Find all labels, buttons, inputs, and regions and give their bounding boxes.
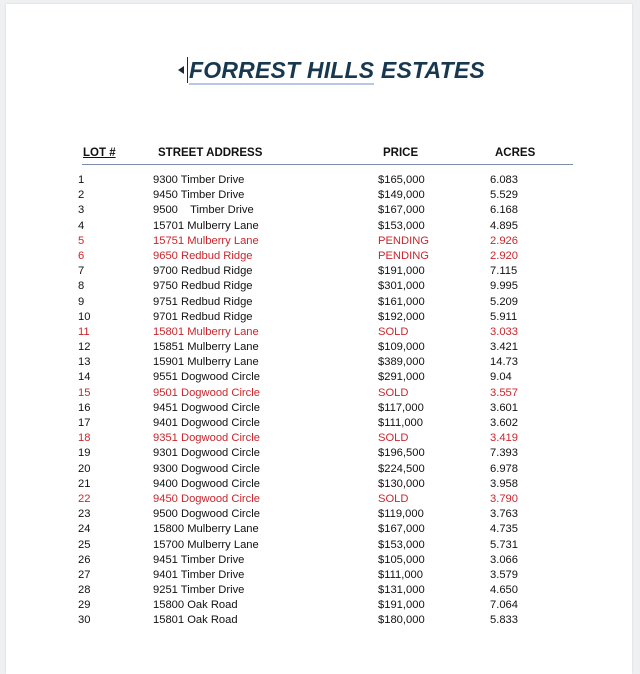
table-row [6,569,632,584]
cell-price: SOLD [378,432,409,445]
cell-lot: 19 [78,447,91,460]
cell-price: $167,000 [378,204,425,217]
cell-lot: 3 [78,204,85,217]
table-row [6,174,632,189]
cell-acres: 5.529 [490,189,518,202]
cell-price: $192,000 [378,310,425,323]
cell-lot: 10 [78,310,91,323]
header-price: PRICE [383,147,419,159]
cell-lot: 20 [78,462,91,475]
cell-address: 9650 Redbud Ridge [153,249,253,262]
cell-address: 9750 Redbud Ridge [153,280,253,293]
cell-lot: 14 [78,371,91,384]
cell-acres: 14.73 [490,356,518,369]
table-row [6,341,632,356]
cell-acres: 3.790 [490,492,518,505]
cell-lot: 13 [78,356,91,369]
cell-address: 9400 Dogwood Circle [153,477,260,490]
table-row [6,296,632,311]
table-row [6,447,632,462]
cell-acres: 3.763 [490,508,518,521]
cell-address: 9700 Redbud Ridge [153,265,253,278]
text-cursor-arrow-icon [178,66,184,74]
cell-acres: 7.064 [490,599,518,612]
cell-address: 15700 Mulberry Lane [153,538,259,551]
cell-address: 9551 Dogwood Circle [153,371,260,384]
title-suffix: ESTATES [374,56,485,83]
table-row [6,417,632,432]
lot-table-body [6,174,632,630]
cell-lot: 16 [78,401,91,414]
cell-acres: 3.419 [490,432,518,445]
cell-acres: 2.920 [490,249,518,262]
cell-lot: 29 [78,599,91,612]
cell-lot: 18 [78,432,91,445]
cell-lot: 23 [78,508,91,521]
cell-lot: 15 [78,386,91,399]
cell-address: 15800 Mulberry Lane [153,523,259,536]
cell-acres: 3.066 [490,553,518,566]
cell-acres: 3.033 [490,325,518,338]
cell-lot: 5 [78,234,85,247]
table-row [6,402,632,417]
cell-price: $117,000 [378,401,424,414]
cell-address: 9401 Timber Drive [153,568,245,581]
table-row [6,599,632,614]
cell-address: 9451 Timber Drive [153,553,245,566]
cell-price: $167,000 [378,523,425,536]
cell-lot: 25 [78,538,91,551]
cell-price: SOLD [378,325,409,338]
table-row [6,265,632,280]
cell-address: 9500 Dogwood Circle [153,508,260,521]
cell-price: $153,000 [378,219,425,232]
cell-acres: 3.557 [490,386,518,399]
cell-acres: 7.393 [490,447,518,460]
title-prefix: FORREST HILLS [189,56,375,83]
cell-acres: 3.958 [490,477,518,490]
cell-price: SOLD [378,492,409,505]
table-row [6,432,632,447]
cell-lot: 7 [78,265,85,278]
cell-acres: 6.083 [490,174,518,186]
cell-acres: 3.421 [490,341,518,354]
table-row [6,523,632,538]
cell-acres: 2.926 [490,234,518,247]
cell-price: $389,000 [378,356,425,369]
header-address: STREET ADDRESS [158,147,263,159]
cell-acres: 5.911 [490,310,518,323]
cell-price: $105,000 [378,553,425,566]
cell-price: $161,000 [378,295,425,308]
page-title [178,54,485,86]
table-row [6,539,632,554]
cell-address: 9300 Timber Drive [153,174,245,186]
table-row [6,311,632,326]
document-page [6,4,632,674]
table-row [6,189,632,204]
table-row [6,280,632,295]
cell-price: $180,000 [378,614,425,627]
cell-address: 15801 Mulberry Lane [153,325,259,338]
table-row [6,356,632,371]
cell-lot: 2 [78,189,85,202]
cell-address: 9500 Timber Drive [153,204,254,217]
cell-lot: 9 [78,295,85,308]
cell-lot: 22 [78,492,91,505]
table-row [6,508,632,523]
cell-address: 15751 Mulberry Lane [153,234,259,247]
cell-address: 15901 Mulberry Lane [153,356,259,369]
cell-price: $191,000 [378,599,425,612]
cell-address: 15851 Mulberry Lane [153,341,259,354]
cell-price: PENDING [378,249,429,262]
cell-acres: 6.978 [490,462,518,475]
cell-lot: 27 [78,568,91,581]
table-row [6,235,632,250]
table-row [6,614,632,629]
cell-price: SOLD [378,386,409,399]
table-row [6,204,632,219]
cell-acres: 3.579 [490,568,518,581]
cell-address: 15800 Oak Road [153,599,238,612]
table-row [6,387,632,402]
cell-address: 9701 Redbud Ridge [153,310,253,323]
cell-lot: 24 [78,523,91,536]
table-row [6,463,632,478]
cell-address: 9301 Dogwood Circle [153,447,260,460]
cell-acres: 7.115 [490,265,518,278]
cell-acres: 4.735 [490,523,518,536]
header-acres: ACRES [495,147,536,159]
cell-lot: 26 [78,553,91,566]
cell-price: $111,000 [378,568,423,581]
cell-lot: 17 [78,417,91,429]
title-text [189,57,485,84]
cell-price: $111,000 [378,417,423,429]
cell-price: $149,000 [378,189,425,202]
cell-price: $109,000 [378,341,425,354]
cell-address: 15701 Mulberry Lane [153,219,259,232]
table-row [6,478,632,493]
cell-address: 9351 Dogwood Circle [153,432,260,445]
cell-address: 9751 Redbud Ridge [153,295,253,308]
cell-price: $119,000 [378,508,424,521]
table-header [83,147,573,163]
table-row [6,371,632,386]
cell-acres: 5.833 [490,614,518,627]
cell-acres: 4.895 [490,219,518,232]
cell-acres: 9.04 [490,371,512,384]
cell-acres: 6.168 [490,204,518,217]
header-divider [82,164,573,165]
text-caret-icon [187,57,188,83]
cell-lot: 11 [78,325,90,338]
cell-price: $130,000 [378,477,425,490]
cell-lot: 12 [78,341,91,354]
cell-acres: 3.602 [490,417,518,429]
cell-lot: 6 [78,249,85,262]
cell-address: 15801 Oak Road [153,614,238,627]
cell-acres: 4.650 [490,584,518,597]
cell-price: $153,000 [378,538,425,551]
cell-lot: 30 [78,614,91,627]
header-lot: LOT # [83,147,116,159]
cell-acres: 5.731 [490,538,518,551]
table-row [6,250,632,265]
cell-lot: 4 [78,219,85,232]
cell-acres: 5.209 [490,295,518,308]
table-row [6,554,632,569]
cell-price: PENDING [378,234,429,247]
cell-acres: 3.601 [490,401,518,414]
cell-lot: 28 [78,584,91,597]
table-row [6,326,632,341]
cell-lot: 21 [78,477,91,490]
cell-address: 9251 Timber Drive [153,584,245,597]
cell-price: $301,000 [378,280,425,293]
cell-price: $224,500 [378,462,425,475]
cell-address: 9300 Dogwood Circle [153,462,260,475]
cell-address: 9450 Timber Drive [153,189,245,202]
cell-lot: 1 [78,174,85,186]
cell-price: $291,000 [378,371,425,384]
cell-lot: 8 [78,280,85,293]
cell-address: 9451 Dogwood Circle [153,401,260,414]
cell-price: $165,000 [378,174,425,186]
cell-address: 9401 Dogwood Circle [153,417,260,429]
cell-acres: 9.995 [490,280,518,293]
cell-price: $131,000 [378,584,425,597]
table-row [6,220,632,235]
cell-price: $191,000 [378,265,425,278]
cell-price: $196,500 [378,447,425,460]
table-row [6,493,632,508]
cell-address: 9450 Dogwood Circle [153,492,260,505]
table-row [6,584,632,599]
cell-address: 9501 Dogwood Circle [153,386,260,399]
